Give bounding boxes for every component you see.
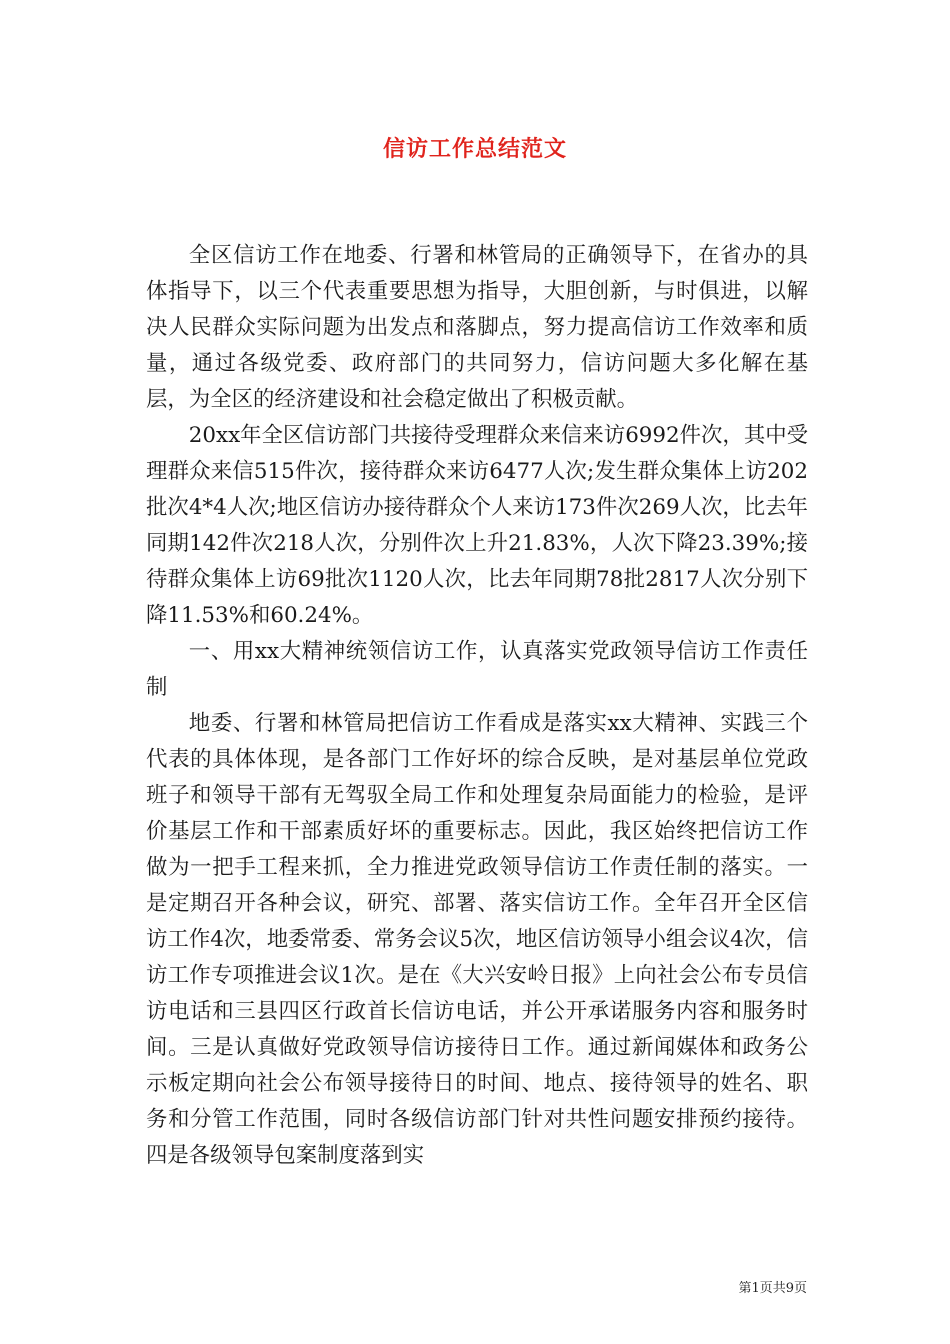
page-number: 第1页共9页 (738, 1281, 807, 1296)
paragraph-intro: 全区信访工作在地委、行署和林管局的正确领导下，在省办的具体指导下，以三个代表重要思想为指导，大胆创新，与时俱进，以解决人民群众实际问题为出发点和落脚点，努力提高信访工作效率和质量，通过各级党委、政府部门的共同努力，信访问题大多化解在基层，为全区的经济建设和社会稳定做出了积极贡献。 (146, 243, 808, 412)
paragraph-section-1: 地委、行署和林管局把信访工作看成是落实xx大精神、实践三个代表的具体体现，是各部门工作好坏的综合反映，是对基层单位党政班子和领导干部有无驾驭全局工作和处理复杂局面能力的检验，是评价基层工作和干部素质好坏的重要标志。因此，我区始终把信访工作做为一把手工程来抓，全力推进党政领导信访工作责任制的落实。一是定期召开各种会议，研究、部署、落实信访工作。全年召开全区信访工作4次，地委常委、常务会议5次，地区信访领导小组会议4次，信访工作专项推进会议1次。是在《大兴安岭日报》上向社会公布专员信访电话和三县四区行政首长信访电话，并公开承诺服务内容和服务时间。三是认真做好党政领导信访接待日工作。通过新闻媒体和政务公示板定期向社会公布领导接待日的时间、地点、接待领导的姓名、职务和分管工作范围，同时各级信访部门针对共性问题安排预约接待。四是各级领导包案制度落到实 (146, 711, 808, 1168)
section-heading-1: 一、用xx大精神统领信访工作，认真落实党政领导信访工作责任制 (146, 639, 808, 700)
document-body (146, 238, 808, 1174)
paragraph-statistics: 20xx年全区信访部门共接待受理群众来信来访6992件次，其中受理群众来信515件次，接待群众来访6477人次;发生群众集体上访202批次4*4人次;地区信访办接待群众个人来访173件次269人次，比去年同期142件次218人次，分别件次上升21.83%，人次下降23.39%;接待群众集体上访69批次1120人次，比去年同期78批2817人次分别下降11.53%和60.24%。 (146, 423, 808, 628)
document-title: 信访工作总结范文 (382, 137, 567, 162)
